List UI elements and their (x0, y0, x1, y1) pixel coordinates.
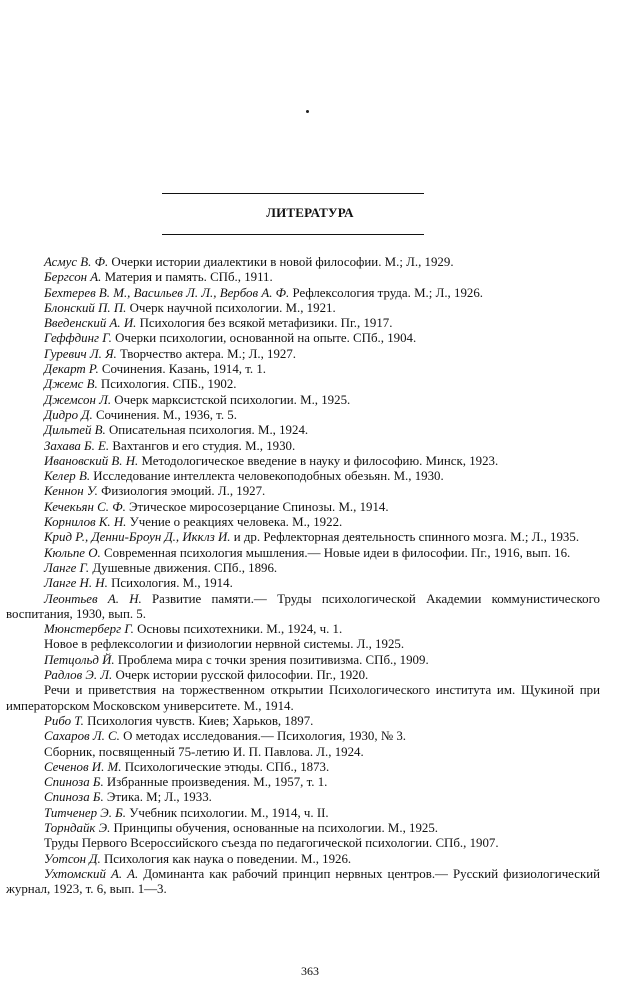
reference-entry (6, 286, 600, 301)
reference-author: Крид Р., Денни-Броун Д., Икклз И. (44, 530, 231, 545)
reference-entry (6, 592, 600, 623)
reference-text: Психология. СПБ., 1902. (97, 377, 237, 392)
reference-text: Очерк истории русской философии. Пг., 1920. (112, 668, 369, 683)
reference-text: Учение о реакциях человека. М., 1922. (126, 515, 343, 530)
reference-author: Спиноза Б. (44, 790, 104, 805)
reference-text: О методах исследования.— Психология, 1930, № 3. (119, 729, 407, 744)
reference-entry (6, 377, 600, 392)
reference-author: Блонский П. П. (44, 300, 127, 315)
reference-entry (6, 316, 600, 331)
reference-author: Ланге Г. (44, 560, 90, 575)
reference-text: Очерк научной психологии. М., 1921. (126, 300, 336, 315)
reference-author: Торндайк Э. (44, 820, 111, 835)
reference-text: Физиология эмоций. Л., 1927. (97, 484, 266, 499)
reference-text: Сочинения. М., 1936, т. 5. (92, 407, 237, 422)
reference-text: Творчество актера. М.; Л., 1927. (116, 346, 297, 361)
reference-text: Психология без всякой метафизики. Пг., 1917. (136, 316, 393, 331)
reference-entry (6, 347, 600, 362)
reference-author: Декарт Р. (44, 362, 99, 377)
reference-entry (6, 423, 600, 438)
reference-text: Исследование интеллекта человекоподобных обезьян. М., 1930. (90, 469, 444, 484)
reference-text: Психология. М., 1914. (107, 576, 233, 591)
reference-entry (6, 515, 600, 530)
reference-author: Петцольд Й. (44, 652, 115, 667)
reference-author: Уотсон Д. (44, 851, 101, 866)
reference-text: Этическое миросозерцание Спинозы. М., 1914. (125, 499, 389, 514)
reference-text: Материя и память. СПб., 1911. (101, 270, 273, 285)
reference-author: Кечекьян С. Ф. (44, 499, 126, 514)
reference-text: Психологические этюды. СПб., 1873. (121, 759, 330, 774)
reference-entry (6, 546, 600, 561)
reference-entry (6, 806, 600, 821)
section-heading: ЛИТЕРАТУРА (266, 205, 354, 220)
reference-text: Описательная психология. М., 1924. (105, 423, 309, 438)
reference-text: Избранные произведения. М., 1957, т. 1. (103, 775, 328, 790)
reference-author: Геффдинг Г. (44, 331, 112, 346)
reference-entry (6, 867, 600, 898)
reference-text: и др. Рефлекторная деятельность спинного мозга. М.; Л., 1935. (230, 530, 580, 545)
heading-rule-top (162, 193, 424, 194)
print-speck (306, 110, 309, 113)
reference-entry (6, 331, 600, 346)
reference-author: Кюльпе О. (44, 545, 101, 560)
reference-entry (6, 775, 600, 790)
reference-author: Захава Б. Е. (44, 438, 110, 453)
reference-text: Рефлексология труда. М.; Л., 1926. (289, 285, 484, 300)
reference-author: Рибо Т. (44, 713, 84, 728)
reference-text: Речи и приветствия на торжественном открытии Психологического института им. Щукиной при императорском Московском университете. М., 1914. (6, 683, 600, 713)
reference-entry (6, 714, 600, 729)
reference-author: Корнилов К. Н. (44, 515, 127, 530)
reference-text: Очерки истории диалектики в новой философии. М.; Л., 1929. (108, 255, 454, 269)
reference-entry (6, 836, 600, 851)
reference-text: Основы психотехники. М., 1924, ч. 1. (133, 622, 343, 637)
reference-author: Радлов Э. Л. (44, 668, 113, 683)
reference-text: Развитие памяти.— Труды психологической Академии коммунистического воспитания, 1930, вып. 5. (6, 591, 600, 621)
reference-entry (6, 729, 600, 744)
reference-author: Асмус В. Ф. (44, 255, 109, 269)
reference-text: Психология как наука о поведении. М., 1926. (100, 851, 352, 866)
reference-entry (6, 653, 600, 668)
reference-author: Сахаров Л. С. (44, 729, 120, 744)
reference-author: Спиноза Б. (44, 775, 104, 790)
reference-author: Дильтей В. (44, 423, 106, 438)
reference-entry (6, 561, 600, 576)
reference-author: Титченер Э. Б. (44, 805, 126, 820)
reference-entry (6, 683, 600, 714)
heading-rule-bottom (162, 234, 424, 235)
reference-text: Новое в рефлексологии и физиологии нервной системы. Л., 1925. (44, 637, 405, 652)
reference-author: Келер В. (44, 469, 91, 484)
reference-entry (6, 255, 600, 270)
reference-entry (6, 362, 600, 377)
reference-text: Очерк марксистской психологии. М., 1925. (111, 392, 351, 407)
page-number: 363 (301, 964, 319, 978)
reference-author: Сеченов И. М. (44, 759, 122, 774)
reference-author: Гуревич Л. Я. (44, 346, 117, 361)
reference-text: Психология чувств. Киев; Харьков, 1897. (83, 713, 314, 728)
reference-entry (6, 745, 600, 760)
reference-entry (6, 500, 600, 515)
reference-text: Сочинения. Казань, 1914, т. 1. (98, 362, 266, 377)
reference-author: Ухтомский А. А. (44, 866, 139, 881)
reference-text: Этика. М; Л., 1933. (103, 790, 212, 805)
reference-entry (6, 408, 600, 423)
reference-author: Ланге Н. Н. (44, 576, 108, 591)
reference-author: Дидро Д. (44, 407, 93, 422)
reference-entry (6, 668, 600, 683)
reference-entry (6, 622, 600, 637)
reference-text: Доминанта как рабочий принцип нервных центров.— Русский физиологический журнал, 1923, т. 6, вып. 1—3. (6, 866, 600, 897)
reference-text: Учебник психологии. М., 1914, ч. II. (125, 805, 329, 820)
reference-text: Душевные движения. СПб., 1896. (89, 560, 278, 575)
reference-author: Леонтьев А. Н. (44, 591, 142, 606)
reference-author: Мюнстерберг Г. (44, 622, 134, 637)
reference-entry (6, 637, 600, 652)
reference-text: Сборник, посвященный 75-летию И. П. Павлова. Л., 1924. (44, 744, 364, 759)
reference-text: Методологическое введение в науку и философию. Минск, 1923. (138, 453, 499, 468)
reference-entry (6, 790, 600, 805)
reference-text: Принципы обучения, основанные на психологии. М., 1925. (110, 820, 439, 835)
reference-author: Кеннон У. (44, 484, 98, 499)
reference-text: Вахтангов и его студия. М., 1930. (109, 438, 296, 453)
reference-text: Очерки психологии, основанной на опыте. СПб., 1904. (111, 331, 417, 346)
reference-entry (6, 821, 600, 836)
reference-entry (6, 454, 600, 469)
reference-entry (6, 760, 600, 775)
reference-entry (6, 301, 600, 316)
reference-author: Ивановский В. Н. (44, 453, 139, 468)
reference-author: Бехтерев В. М., Васильев Л. Л., Вербов А. Ф. (44, 285, 290, 300)
reference-author: Джемсон Л. (44, 392, 112, 407)
reference-entry (6, 852, 600, 867)
reference-entry (6, 469, 600, 484)
reference-author: Введенский А. И. (44, 316, 137, 331)
reference-text: Проблема мира с точки зрения позитивизма. СПб., 1909. (114, 652, 429, 667)
reference-list (6, 255, 600, 897)
reference-entry (6, 270, 600, 285)
reference-author: Бергсон А. (44, 270, 102, 285)
reference-entry (6, 530, 600, 545)
reference-entry (6, 576, 600, 591)
reference-text: Современная психология мышления.— Новые идеи в философии. Пг., 1916, вып. 16. (100, 545, 571, 560)
reference-entry (6, 393, 600, 408)
reference-author: Джемс В. (44, 377, 98, 392)
reference-entry (6, 439, 600, 454)
reference-text: Труды Первого Всероссийского съезда по педагогической психологии. СПб., 1907. (44, 836, 499, 851)
reference-entry (6, 484, 600, 499)
